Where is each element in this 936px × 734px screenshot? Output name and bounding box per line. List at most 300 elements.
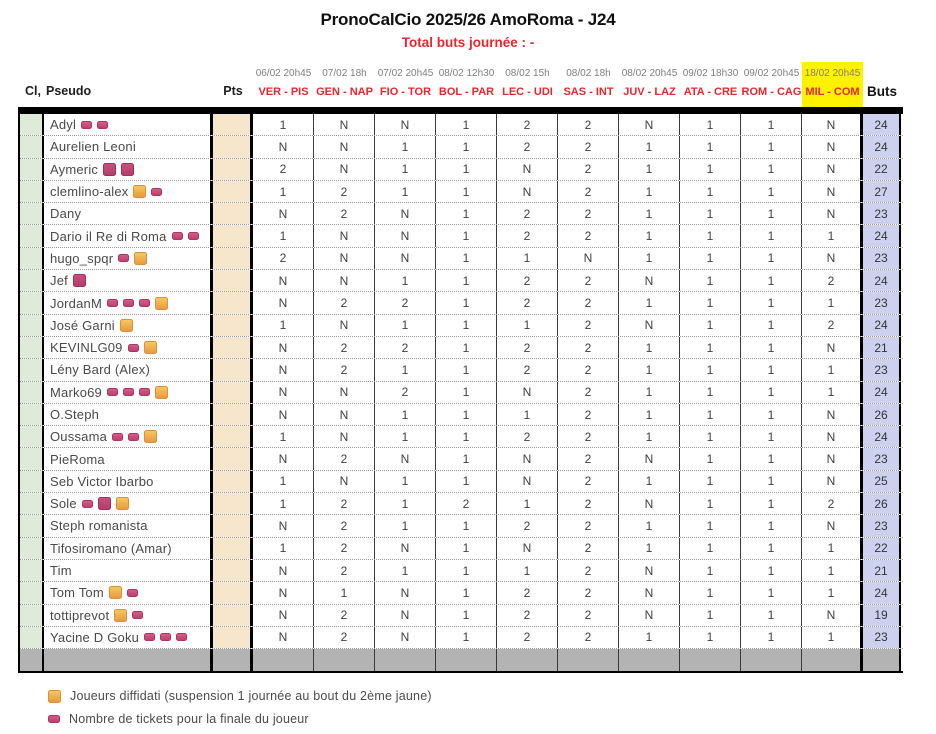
prediction-cell: N [375,203,436,224]
prediction-cell: 2 [558,404,619,425]
player-name-cell [44,203,213,224]
prediction-cell: 1 [497,404,558,425]
prediction-cell: 1 [436,426,497,447]
prediction-cell: N [375,114,436,135]
prediction-cell: 1 [253,493,314,514]
footer-name-cell [44,649,213,671]
prediction-cell: 2 [253,248,314,269]
cl-cell [20,136,44,157]
ticket-icon [121,163,134,176]
prediction-cell: N [314,315,375,336]
prediction-cell: N [497,382,558,403]
ticket-icon [107,299,118,307]
prediction-cell: 1 [741,337,802,358]
diffidato-icon [120,319,133,332]
pts-cell [213,159,253,180]
cl-cell [20,448,44,469]
prediction-cell: 1 [741,448,802,469]
prediction-cell: 1 [741,382,802,403]
pts-cell [213,225,253,246]
player-name-cell [44,248,213,269]
cl-cell [20,248,44,269]
prediction-cell: 1 [680,448,741,469]
prediction-cell: 1 [436,538,497,559]
prediction-cell: 2 [497,225,558,246]
prediction-cell: 2 [558,426,619,447]
prediction-cell: 2 [253,159,314,180]
prediction-cell: 1 [436,359,497,380]
prediction-cell: 1 [680,225,741,246]
pts-cell [213,114,253,135]
prediction-cell: 2 [497,426,558,447]
player-name-cell [44,471,213,492]
buts-cell: 23 [863,203,901,224]
prediction-cell: 1 [741,471,802,492]
prediction-cell: 2 [375,382,436,403]
match-date-9: 18/02 20h45 [802,62,863,84]
cl-cell [20,538,44,559]
prediction-cell: N [375,538,436,559]
buts-cell: 24 [863,582,901,603]
ticket-icon [172,232,183,240]
match-code-9: MIL - COM [802,84,863,107]
prediction-cell [314,649,375,671]
prediction-cell: 1 [741,359,802,380]
buts-cell: 22 [863,538,901,559]
cl-cell [20,493,44,514]
table-row [20,627,903,649]
prediction-cell: 2 [497,359,558,380]
cl-cell [20,582,44,603]
cl-cell [20,404,44,425]
prediction-cell: N [253,582,314,603]
player-name-cell [44,337,213,358]
buts-cell: 23 [863,248,901,269]
pts-cell [213,136,253,157]
prediction-cell: 1 [680,538,741,559]
prediction-cell: 1 [680,605,741,626]
prediction-cell: 1 [802,538,863,559]
pts-cell [213,493,253,514]
prediction-cell: N [619,315,680,336]
pts-cell [213,538,253,559]
buts-cell: 23 [863,515,901,536]
prediction-cell: 1 [680,426,741,447]
prediction-cell: 1 [680,493,741,514]
prediction-cell [619,649,680,671]
prediction-cell: N [253,627,314,648]
prediction-cell: 1 [802,560,863,581]
col-header-pseudo: Pseudo [46,84,92,98]
match-date-6: 08/02 20h45 [621,68,678,79]
prediction-cell: N [497,159,558,180]
prediction-cell: N [619,448,680,469]
prediction-cell: N [619,582,680,603]
match-code-0: VER - PIS [258,86,309,98]
pts-cell [213,582,253,603]
prediction-cell: 1 [680,382,741,403]
player-name: Aymeric [50,161,99,177]
cl-cell [20,649,44,671]
prediction-cell: 2 [558,114,619,135]
cl-cell [20,292,44,313]
prediction-cell: 1 [619,181,680,202]
header-spacer-pseudo [44,62,213,84]
cl-cell [20,359,44,380]
prediction-cell: 2 [375,337,436,358]
prediction-cell: 2 [497,515,558,536]
match-date-2: 07/02 20h45 [377,68,434,79]
prediction-cell: N [619,560,680,581]
prediction-cell [375,649,436,671]
buts-cell: 24 [863,270,901,291]
prediction-cell: N [314,270,375,291]
buts-cell: 26 [863,493,901,514]
prediction-cell: N [802,448,863,469]
ticket-icon [139,388,150,396]
prediction-cell: 1 [680,471,741,492]
ticket-icon [81,121,92,129]
player-name: Seb Victor Ibarbo [50,473,154,489]
prediction-cell: 1 [741,560,802,581]
prediction-cell: 1 [680,582,741,603]
player-name-cell [44,181,213,202]
prediction-cell: 1 [741,248,802,269]
prediction-cell: N [314,471,375,492]
table-row [20,382,903,404]
prediction-cell: 1 [619,538,680,559]
prediction-cell: N [253,136,314,157]
prediction-cell: 2 [314,515,375,536]
prediction-cell: 1 [680,627,741,648]
ticket-icon [128,344,139,352]
prediction-cell: 1 [436,337,497,358]
prediction-cell: N [253,203,314,224]
prediction-cell: 1 [436,159,497,180]
prediction-cell: 2 [558,471,619,492]
player-name: Tifosiromano (Amar) [50,540,172,556]
header-matches-row [18,84,903,107]
prediction-cell: 2 [314,448,375,469]
ticket-icon [103,163,116,176]
player-name: Yacine D Goku [50,629,140,645]
prediction-cell: 1 [741,159,802,180]
prediction-cell: 1 [253,114,314,135]
prediction-cell: 1 [375,471,436,492]
ticket-icon [160,633,171,641]
ticket-icon [144,633,155,641]
player-name-cell [44,515,213,536]
prediction-cell: N [314,114,375,135]
player-name: Jef [50,273,68,289]
prediction-cell: N [497,181,558,202]
cl-cell [20,203,44,224]
prediction-cell: N [253,404,314,425]
pts-cell [213,471,253,492]
prediction-cell: 1 [741,114,802,135]
legend [48,689,936,726]
prediction-cell: 1 [436,627,497,648]
player-name-cell [44,270,213,291]
prediction-cell: 1 [680,560,741,581]
match-code-1: GEN - NAP [316,86,373,98]
table-row [20,181,903,203]
table-footer-row [20,649,903,671]
prediction-cell: 2 [558,448,619,469]
prediction-cell: N [802,159,863,180]
buts-cell: 22 [863,159,901,180]
prediction-cell: 1 [436,181,497,202]
prediction-cell: N [802,203,863,224]
match-date-7: 09/02 18h30 [682,68,739,79]
prediction-cell: 1 [741,426,802,447]
prediction-cell: 2 [802,315,863,336]
prediction-cell: N [802,605,863,626]
pts-cell [213,337,253,358]
prediction-cell: N [314,159,375,180]
prediction-cell: 2 [558,315,619,336]
prediction-cell: 1 [436,582,497,603]
prediction-cell: 1 [436,292,497,313]
prediction-cell: 1 [619,627,680,648]
player-name: KEVINLG09 [50,340,123,356]
prediction-cell: 2 [314,605,375,626]
cl-cell [20,159,44,180]
prediction-cell: N [375,248,436,269]
buts-cell [863,649,901,671]
prediction-cell: 2 [314,560,375,581]
cl-cell [20,471,44,492]
prediction-cell: 2 [558,605,619,626]
prediction-cell: 1 [619,382,680,403]
prediction-cell: N [253,270,314,291]
prediction-cell: 2 [558,515,619,536]
prediction-cell: N [253,337,314,358]
cl-cell [20,605,44,626]
prediction-cell: 1 [619,515,680,536]
prediction-cell: 1 [375,159,436,180]
prediction-cell: N [314,426,375,447]
player-name-cell [44,560,213,581]
buts-cell: 21 [863,560,901,581]
prediction-cell: 1 [375,359,436,380]
prediction-cell: 1 [802,359,863,380]
player-name: PieRoma [50,451,105,467]
ticket-icon [73,274,86,287]
cl-cell [20,382,44,403]
prediction-cell: 2 [558,382,619,403]
player-name-cell [44,627,213,648]
prediction-cell [436,649,497,671]
prediction-cell: N [375,627,436,648]
prediction-cell: N [314,248,375,269]
prediction-table [18,62,903,673]
prediction-cell: 2 [314,493,375,514]
prediction-cell: 1 [497,248,558,269]
prediction-cell: 1 [741,181,802,202]
buts-cell: 24 [863,315,901,336]
pts-cell [213,649,253,671]
player-name: clemlino-alex [50,184,129,200]
prediction-cell: N [802,248,863,269]
match-date-5: 08/02 18h [566,68,611,79]
pts-cell [213,605,253,626]
prediction-cell: N [253,560,314,581]
prediction-cell: 1 [680,337,741,358]
prediction-cell: 2 [497,114,558,135]
prediction-cell [741,649,802,671]
ticket-icon [188,232,199,240]
diffidato-icon [133,185,146,198]
prediction-cell: 1 [619,471,680,492]
prediction-cell: 2 [558,203,619,224]
prediction-cell: 1 [375,315,436,336]
table-row [20,203,903,225]
match-code-8: ROM - CAG [741,86,802,98]
table-row [20,159,903,181]
prediction-cell: 1 [436,225,497,246]
prediction-cell: 1 [436,270,497,291]
prediction-cell: 1 [436,448,497,469]
diffidato-icon [155,386,168,399]
buts-cell: 23 [863,292,901,313]
prediction-cell: 1 [619,337,680,358]
prediction-cell: N [497,448,558,469]
pts-cell [213,448,253,469]
player-name: tottiprevot [50,607,110,623]
prediction-cell: 1 [436,136,497,157]
table-row [20,225,903,247]
prediction-cell: 2 [558,493,619,514]
cl-cell [20,270,44,291]
table-row [20,471,903,493]
pts-cell [213,292,253,313]
pts-cell [213,404,253,425]
prediction-cell: 1 [436,404,497,425]
diffidato-icon [48,690,61,703]
buts-cell: 23 [863,359,901,380]
prediction-cell: 1 [436,515,497,536]
buts-cell: 21 [863,337,901,358]
table-row [20,426,903,448]
table-row [20,582,903,604]
col-header-cl: Cl, [25,84,41,98]
prediction-cell: 2 [314,292,375,313]
prediction-cell: 1 [741,203,802,224]
prediction-cell: 1 [375,560,436,581]
prediction-cell [558,649,619,671]
player-name-cell [44,493,213,514]
prediction-cell: N [314,382,375,403]
ticket-icon [132,611,143,619]
prediction-cell: 1 [680,292,741,313]
player-name-cell [44,426,213,447]
table-row [20,493,903,515]
col-header-pts: Pts [223,84,243,98]
prediction-cell: 1 [741,493,802,514]
cl-cell [20,627,44,648]
prediction-cell [802,649,863,671]
cl-cell [20,114,44,135]
player-name: Steph romanista [50,518,148,534]
prediction-cell: N [375,448,436,469]
table-row [20,315,903,337]
cl-cell [20,560,44,581]
match-date-1: 07/02 18h [322,68,367,79]
player-name-cell [44,292,213,313]
table-row [20,605,903,627]
prediction-cell: 1 [436,114,497,135]
prediction-cell: 2 [497,582,558,603]
match-code-2: FIO - TOR [379,86,432,98]
player-name: Sole [50,496,77,512]
prediction-cell: 1 [497,560,558,581]
prediction-cell: N [558,248,619,269]
prediction-cell: N [802,337,863,358]
prediction-cell: 1 [741,538,802,559]
prediction-cell: 1 [680,404,741,425]
prediction-cell: 1 [741,292,802,313]
prediction-cell: 2 [497,627,558,648]
diffidato-icon [155,297,168,310]
prediction-cell: 1 [253,538,314,559]
table-row [20,359,903,381]
prediction-cell: N [802,426,863,447]
pts-cell [213,181,253,202]
player-name-cell [44,159,213,180]
prediction-cell: 1 [253,315,314,336]
page-title: PronoCalCio 2025/26 AmoRoma - J24 [320,10,616,29]
prediction-cell: 1 [436,203,497,224]
prediction-cell: N [802,136,863,157]
prediction-cell: 2 [497,337,558,358]
table-row [20,270,903,292]
ticket-icon [128,433,139,441]
table-top-divider [18,107,903,114]
prediction-cell: 1 [680,114,741,135]
buts-cell: 25 [863,471,901,492]
page-subtitle: Total buts journée : - [401,35,535,50]
match-date-4: 08/02 15h [505,68,550,79]
prediction-cell: 1 [680,159,741,180]
prediction-cell: N [619,493,680,514]
pts-cell [213,359,253,380]
prediction-cell: 2 [314,203,375,224]
prediction-cell: 1 [741,582,802,603]
buts-cell: 24 [863,136,901,157]
prediction-cell: 1 [802,225,863,246]
player-name-cell [44,538,213,559]
prediction-cell: N [619,605,680,626]
prediction-cell: 2 [314,181,375,202]
prediction-cell: 1 [253,426,314,447]
match-code-3: BOL - PAR [438,86,495,98]
prediction-cell: 1 [375,404,436,425]
table-row [20,248,903,270]
pts-cell [213,203,253,224]
table-row [20,136,903,158]
col-header-buts: Buts [867,84,897,99]
prediction-cell: 1 [802,627,863,648]
ticket-icon [123,299,134,307]
buts-cell: 24 [863,225,901,246]
prediction-cell: 1 [619,248,680,269]
buts-cell: 19 [863,605,901,626]
prediction-cell: 1 [680,315,741,336]
prediction-cell: 1 [436,382,497,403]
prediction-cell: N [802,181,863,202]
header-dates-row [18,62,903,84]
